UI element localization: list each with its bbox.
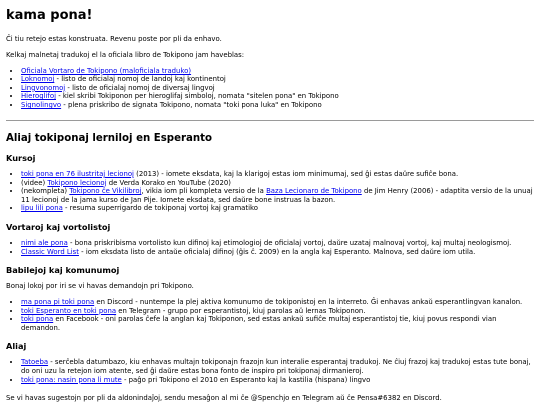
language-names-link[interactable]: Lingvonomoj xyxy=(21,83,66,92)
wikibooks-link[interactable]: Tokipono ĉe Vikilibroj xyxy=(69,187,142,196)
telegram-group-link[interactable]: toki Esperanto en toki pona xyxy=(21,306,117,315)
community-heading: Babilejoj kaj komunumoj xyxy=(6,265,120,276)
dictionaries-list xyxy=(6,239,534,256)
list-item-text: - listo de oficialaj nomoj de diversaj lingvoj xyxy=(65,83,215,92)
courses-list xyxy=(6,170,534,213)
list-item-text: en Telegram - grupo por esperantistoj, kiuj parolas aŭ lernas Tokiponon. xyxy=(116,306,366,315)
list-item xyxy=(21,239,534,248)
list-item xyxy=(21,187,534,204)
list-item-text: - resuma superrigardo de tokiponaj vortoj kaj gramatiko xyxy=(62,204,258,213)
list-item-text: , vikia iom pli kompleta versio de la xyxy=(141,187,267,196)
list-item-text: de Verda Korako en YouTube (2020) xyxy=(106,178,231,187)
other-heading: Aliaj xyxy=(6,341,27,352)
list-item xyxy=(21,179,534,188)
sign-language-link[interactable]: Signolingvo xyxy=(21,101,62,110)
official-dictionary-link[interactable]: Oficiala Vortaro de Tokipono (maloficiala traduko) xyxy=(21,66,192,75)
list-item-text: - iom eksdata listo de antaŭe oficialaj difinoj (ĝis ĉ. 2009) en la angla kaj Esperanto. Malnova, sed daŭre iom utila. xyxy=(78,247,476,256)
base-lessons-link[interactable]: Baza Lecionaro de Tokipono xyxy=(266,187,362,196)
discord-community-link[interactable]: ma pona pi toki pona xyxy=(21,297,95,306)
nimi-ale-pona-link[interactable]: nimi ale pona xyxy=(21,239,68,248)
list-item-text: - bona priskribisma vortolisto kun difinoj kaj etimologioj de oficialaj vortoj, daŭre uzataj malnovaj vortoj, kaj multaj neologismoj. xyxy=(67,239,512,248)
list-item xyxy=(21,92,534,101)
list-item-prefix: (nekompleta) xyxy=(21,187,70,196)
list-item xyxy=(21,67,534,76)
hieroglyphs-link[interactable]: Hieroglifoj xyxy=(21,92,56,101)
list-item xyxy=(21,170,534,179)
list-item xyxy=(21,101,534,110)
list-item xyxy=(21,75,534,84)
video-lessons-link[interactable]: Tokipono lecionoj xyxy=(47,178,107,187)
place-names-link[interactable]: Loknomoj xyxy=(21,75,55,84)
list-item xyxy=(21,376,534,385)
other-list xyxy=(6,358,534,384)
list-item-text: - listo de oficialaj nomoj de landoj kaj kontinentoj xyxy=(54,75,226,84)
list-item-text: en Discord - nuntempe la plej aktiva komunumo de tokiponistoj en la interreto. Ĝi enhavas ankaŭ esperantlingvan kanalon. xyxy=(94,297,523,306)
community-list xyxy=(6,298,534,333)
construction-notice: Ĉi tiu retejo estas konstruata. Revenu poste por pli da enhavo. xyxy=(6,35,222,44)
facebook-group-link[interactable]: toki pona xyxy=(21,315,54,324)
list-item xyxy=(21,307,534,316)
course-76-lessons-link[interactable]: toki pona en 76 ilustritaj lecionoj xyxy=(21,169,134,178)
list-item-text: - serĉebla datumbazo, kiu enhavas multajn tokiponajn frazojn kun interalie esperantaj tradukoj. Ne ĉiuj frazoj kaj tradukoj estas tute bonaj, do oni uzu la retejon iom atente, sed ĝi daŭre estas bona fonto de inspiro pri tokiponaj dirmanieroj. xyxy=(21,358,531,376)
section-divider xyxy=(6,120,534,121)
list-item xyxy=(21,315,534,332)
list-item-text: (2013) - iomete eksdata, kaj la klarigoj estas iom minimumaj, sed ĝi estas daŭre sufiĉe bona. xyxy=(133,169,459,178)
list-item-text: en Facebook - oni parolas ĉefe la anglan kaj Tokiponon, sed estas ankaŭ sufiĉe multaj esperantistoj tie, kiuj povus respondi vian demandon. xyxy=(21,315,497,332)
list-item-text: - plena priskribo de signata Tokipono, nomata "toki pona luka" en Tokipono xyxy=(61,101,322,110)
list-item xyxy=(21,298,534,307)
resources-heading: Aliaj tokiponaj lerniloj en Esperanto xyxy=(6,132,213,144)
list-item-prefix: (videe) xyxy=(21,178,48,187)
list-item-text: - paĝo pri Tokipono el 2010 en Esperanto kaj la kastilia (hispana) lingvo xyxy=(121,375,371,384)
page-title: kama pona! xyxy=(6,8,93,23)
list-item xyxy=(21,204,534,213)
lipu-lili-pona-link[interactable]: lipu lili pona xyxy=(21,204,63,213)
list-item xyxy=(21,248,534,257)
community-intro: Bonaj lokoj por iri se vi havas demandojn pri Tokipono. xyxy=(6,282,194,291)
list-item-text: de Jim Henry (2006) - adaptita versio de la unuaj 11 lecionoj de la jama kurso de Jan Pije. Iomete eksdata, sed daŭre bone instruas la bazon. xyxy=(21,187,533,204)
translations-intro: Kelkaj malnetaj tradukoj el la oficiala libro de Tokipono jam haveblas: xyxy=(6,50,245,59)
footer-note: Se vi havas sugestojn por pli da aldonindaĵoj, sendu mesaĝon al mi ĉe @Spenchjo en Telegram aŭ ĉe Pensa#6382 en Discord. xyxy=(6,394,442,403)
tatoeba-link[interactable]: Tatoeba xyxy=(21,358,49,367)
nasin-pona-link[interactable]: toki pona: nasin pona li mute xyxy=(21,375,122,384)
list-item-text: - kiel skribi Tokiponon per hieroglifaj simboloj, nomata "sitelen pona" en Tokipono xyxy=(56,92,339,101)
dictionaries-heading: Vortaroj kaj vortolistoj xyxy=(6,222,111,233)
list-item xyxy=(21,358,534,375)
classic-word-list-link[interactable]: Classic Word List xyxy=(21,247,79,256)
courses-heading: Kursoj xyxy=(6,152,36,163)
list-item xyxy=(21,84,534,93)
translations-list xyxy=(6,67,534,110)
